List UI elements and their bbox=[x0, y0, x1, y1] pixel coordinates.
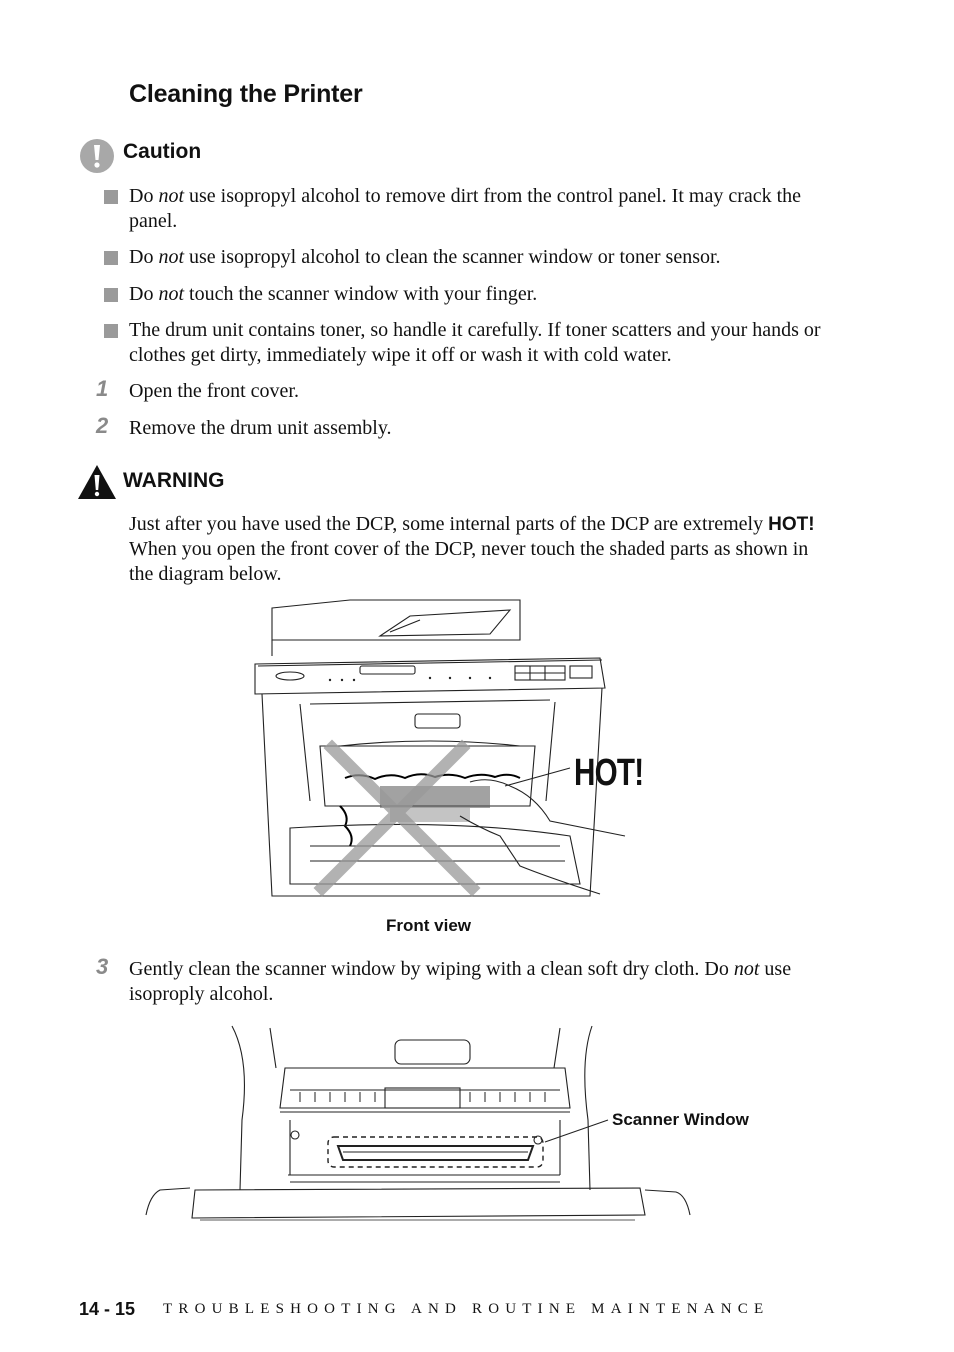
figure-caption: Front view bbox=[386, 916, 472, 935]
warning-triangle-icon bbox=[77, 464, 117, 500]
caution-item: Do not use isopropyl alcohol to clean the scanner window or toner sensor. bbox=[129, 246, 721, 268]
step-text: Remove the drum unit assembly. bbox=[129, 417, 392, 439]
hot-emphasis: HOT! bbox=[768, 514, 815, 535]
warning-text: Just after you have used the DCP, some internal parts of the DCP are extremely HOT! When you open the front cover of the DCP, never touch the shaded parts as shown in the diagram below. bbox=[129, 513, 815, 585]
step-number: 1 bbox=[96, 376, 109, 401]
step-text: Gently clean the scanner window by wiping with a clean soft dry cloth. Do not use isoproply alcohol. bbox=[129, 958, 792, 1005]
caution-item: Do not touch the scanner window with your finger. bbox=[129, 283, 538, 305]
section-title: TROUBLESHOOTING AND ROUTINE MAINTENANCE bbox=[163, 1301, 770, 1317]
front-view-diagram bbox=[250, 596, 670, 902]
page-title: Cleaning the Printer bbox=[129, 80, 363, 108]
hot-label: HOT! bbox=[574, 752, 644, 794]
exclamation-circle-icon bbox=[79, 138, 115, 174]
bullet-marker bbox=[104, 190, 118, 204]
step-text: Open the front cover. bbox=[129, 380, 299, 402]
caution-label: Caution bbox=[123, 140, 202, 163]
bullet-marker bbox=[104, 251, 118, 265]
step-number: 3 bbox=[96, 954, 109, 979]
bullet-marker bbox=[104, 288, 118, 302]
caution-item: The drum unit contains toner, so handle it carefully. If toner scatters and your hands or clothes get dirty, immediately wipe it off or wash it with cold water. bbox=[129, 319, 821, 366]
page-number: 14 - 15 bbox=[79, 1299, 136, 1319]
step-number: 2 bbox=[96, 413, 109, 438]
warning-label: WARNING bbox=[123, 469, 225, 492]
scanner-window-callout: Scanner Window bbox=[612, 1110, 749, 1129]
bullet-marker bbox=[104, 324, 118, 338]
caution-item: Do not use isopropyl alcohol to remove dirt from the control panel. It may crack the panel. bbox=[129, 185, 802, 232]
